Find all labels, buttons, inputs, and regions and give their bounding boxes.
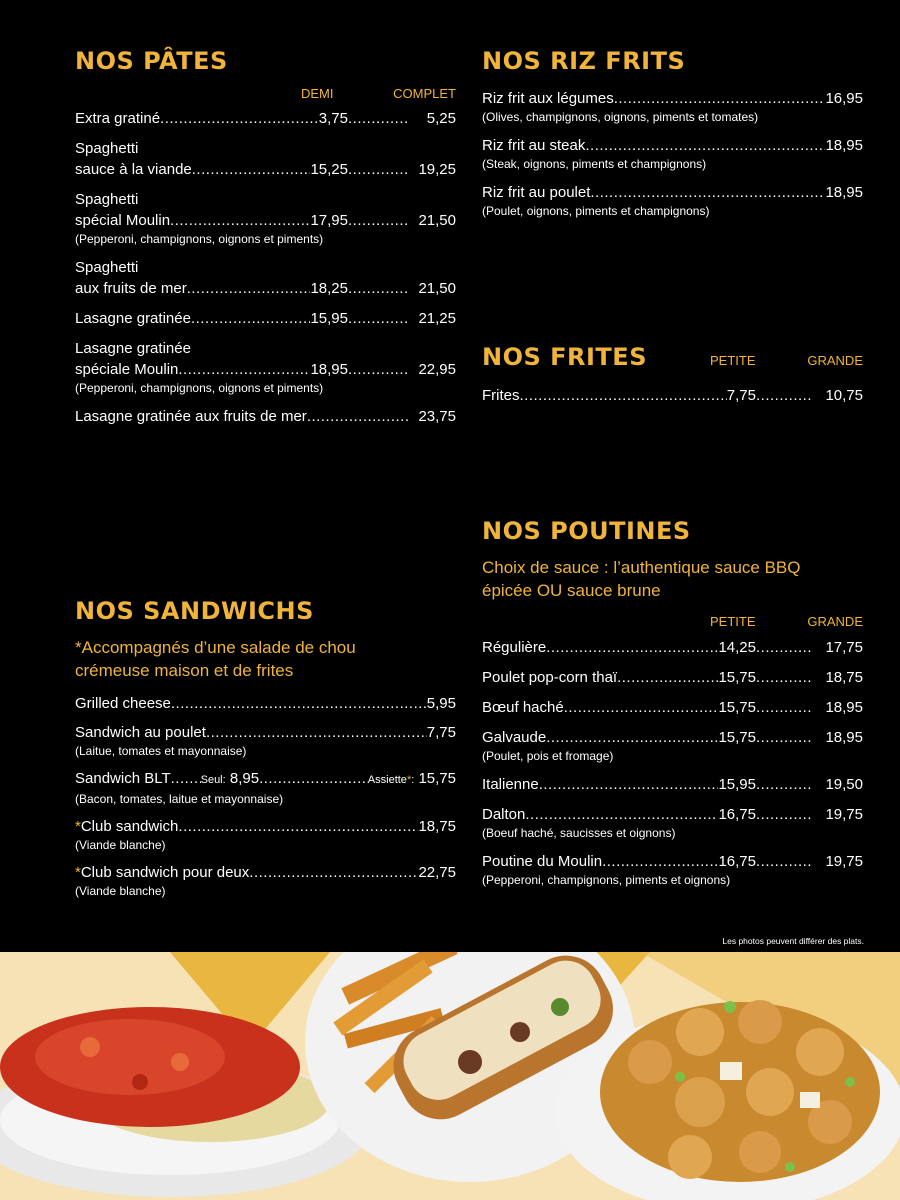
item-name: Riz frit aux légumes [482,90,614,107]
leader-dots [192,159,311,180]
leader-dots [756,667,813,688]
leader-dots [617,667,718,688]
leader-dots [259,768,368,789]
food-photo-band [0,952,900,1200]
item-name: spécial Moulin [75,212,171,229]
frites-col-petite: PETITE [710,353,756,368]
menu-item [75,693,456,714]
blt-assiette-price: 15,75 [418,770,456,787]
item-description: (Viande blanche) [75,884,166,898]
leader-dots [614,88,826,109]
item-row [482,88,863,109]
item-name: Lasagne gratinée [75,310,191,327]
item-price-demi: 3,75 [318,110,348,127]
item-price: 18,75 [418,818,456,835]
item-row [482,697,863,718]
item-price: 22,75 [418,864,456,881]
blt-seul-price: 8,95 [229,770,260,787]
item-row [75,108,456,129]
asterisk: * [406,774,412,786]
item-price-grande: 18,95 [825,699,863,716]
frites-section [482,343,863,406]
item-name-line1: Spaghetti [75,259,139,276]
item-name: Galvaude [482,729,547,746]
item-price-complet: 21,50 [418,212,456,229]
menu-item [75,338,456,397]
item-price: 16,95 [825,90,863,107]
frites-title: NOS FRITES [482,343,647,371]
item-price-grande: 18,95 [825,729,863,746]
asterisk: * [75,864,81,881]
poutines-col-grande: GRANDE [807,614,863,629]
item-row [482,637,863,658]
poutines-section [482,517,863,889]
poutines-col-petite: PETITE [710,614,756,629]
pates-col-demi: DEMI [301,86,334,101]
item-price-petite: 14,25 [718,639,756,656]
item-price-grande: 10,75 [825,387,863,404]
leader-dots [585,135,825,156]
item-price-petite: 15,95 [718,776,756,793]
item-row [75,406,456,427]
item-row [75,159,456,180]
pates-col-complet: COMPLET [393,86,456,101]
leader-dots [348,359,410,380]
item-name: Sandwich BLT [75,770,171,787]
item-row [482,182,863,203]
sandwichs-note: *Accompagnés d’une salade de chou crémeuse maison et de frites [75,638,356,680]
photos-disclaimer: Les photos peuvent différer des plats. [722,936,864,946]
leader-dots [756,774,813,795]
menu-item [75,816,456,854]
item-description: (Olives, champignons, oignons, piments et tomates) [482,110,759,124]
menu-item [482,88,863,126]
item-name: Club sandwich pour deux [80,864,250,881]
menu-item [75,308,456,329]
leader-dots [520,385,727,406]
leader-dots [546,637,718,658]
item-price-complet: 19,25 [418,161,456,178]
item-description: (Poulet, oignons, piments et champignons) [482,204,710,218]
item-description: (Pepperoni, champignons, oignons et piments) [75,381,324,395]
leader-dots [171,768,201,789]
item-description: (Viande blanche) [75,838,166,852]
item-name: aux fruits de mer [75,280,187,297]
leader-dots [525,804,718,825]
menu-item [482,774,863,795]
item-price-petite: 15,75 [718,729,756,746]
leader-dots [756,851,813,872]
item-name: Club sandwich [80,818,179,835]
menu-item [482,804,863,842]
item-price: 5,95 [426,695,456,712]
item-name: Grilled cheese [75,695,171,712]
item-price-complet: 21,50 [418,280,456,297]
item-row [482,804,863,825]
item-name: Lasagne gratinée aux fruits de mer [75,408,307,425]
item-name-line1: Spaghetti [75,191,139,208]
menu-item [482,182,863,220]
leader-dots [187,278,311,299]
item-row [482,135,863,156]
pates-list [75,108,456,427]
item-price-demi: 17,95 [310,212,348,229]
poutines-headers [482,614,863,634]
item-price-petite: 15,75 [718,699,756,716]
item-name: spéciale Moulin [75,361,179,378]
menu-item [75,189,456,248]
menu-item [482,727,863,765]
riz-list [482,88,863,220]
item-price-grande: 17,75 [825,639,863,656]
sandwichs-title: NOS SANDWICHS [75,597,314,625]
leader-dots [249,862,418,883]
item-name: Italienne [482,776,539,793]
item-row [75,210,456,231]
item-description: (Boeuf haché, saucisses et oignons) [482,826,676,840]
menu-item [482,697,863,718]
leader-dots [756,385,813,406]
leader-dots [564,697,719,718]
item-name: sauce à la viande [75,161,192,178]
item-name: Poutine du Moulin [482,853,603,870]
item-row [482,774,863,795]
leader-dots [539,774,719,795]
menu-item [75,257,456,299]
leader-dots [546,727,718,748]
item-price-grande: 19,50 [825,776,863,793]
poutines-note: Choix de sauce : l’authentique sauce BBQ épicée OU sauce brune [482,558,801,600]
item-name: Riz frit au steak [482,137,586,154]
menu-item [482,851,863,889]
food-photos [0,952,900,1200]
poutines-list [482,637,863,889]
leader-dots [191,308,311,329]
leader-dots [756,697,813,718]
menu-item [482,135,863,173]
item-name: Extra gratiné [75,110,161,127]
leader-dots [206,722,427,743]
item-row [482,851,863,872]
item-row [75,308,456,329]
frites-col-grande: GRANDE [807,353,863,368]
leader-dots [348,308,410,329]
item-price: 7,75 [426,724,456,741]
menu-item [75,138,456,180]
item-name: Sandwich au poulet [75,724,206,741]
pates-section [75,47,456,427]
item-description: (Bacon, tomates, laitue et mayonnaise) [75,792,284,806]
item-price-demi: 15,25 [310,161,348,178]
menu-item [482,637,863,658]
sandwichs-section [75,597,456,900]
blt-assiette-label: Assiette [367,774,407,786]
item-price: 18,95 [825,137,863,154]
item-price-complet: 5,25 [426,110,456,127]
menu-item [482,385,863,406]
item-name: Bœuf haché [482,699,564,716]
menu-item [75,406,456,427]
leader-dots [171,693,427,714]
item-description: (Laitue, tomates et mayonnaise) [75,744,247,758]
leader-dots [348,278,410,299]
leader-dots [590,182,825,203]
item-price-complet: 21,25 [418,310,456,327]
leader-dots [307,406,410,427]
item-name-line1: Lasagne gratinée [75,340,191,357]
leader-dots [160,108,319,129]
menu-item [482,667,863,688]
item-name-line1: Spaghetti [75,140,139,157]
leader-dots [348,210,410,231]
item-price-petite: 7,75 [726,387,756,404]
item-description: (Steak, oignons, piments et champignons) [482,157,707,171]
asterisk: * [75,818,81,835]
item-description: (Pepperoni, champignons, oignons et piments) [75,232,324,246]
leader-dots [178,816,418,837]
item-row [482,667,863,688]
pates-headers [75,86,456,106]
menu-item [75,862,456,900]
menu-item [75,768,456,808]
leader-dots [756,727,813,748]
item-row [482,727,863,748]
leader-dots [756,637,813,658]
item-row [75,278,456,299]
riz-section [482,47,863,220]
item-price-grande: 19,75 [825,806,863,823]
leader-dots [348,159,410,180]
leader-dots [178,359,310,380]
item-row [75,359,456,380]
item-price-demi: 15,95 [310,310,348,327]
leader-dots [348,108,410,129]
item-price-complet: 22,95 [418,361,456,378]
pates-title: NOS PÂTES [75,47,228,75]
item-price-demi: 18,95 [310,361,348,378]
leader-dots [602,851,718,872]
item-price-grande: 19,75 [825,853,863,870]
poutines-title: NOS POUTINES [482,517,691,545]
menu-item [75,108,456,129]
item-price: 18,95 [825,184,863,201]
item-price-petite: 16,75 [718,853,756,870]
item-price-petite: 15,75 [718,669,756,686]
item-description: (Pepperoni, champignons, piments et oignons) [482,873,731,887]
colon: : [411,774,415,786]
item-name: Poulet pop-corn thaï [482,669,618,686]
item-price-petite: 16,75 [718,806,756,823]
item-price-grande: 18,75 [825,669,863,686]
leader-dots [756,804,813,825]
leader-dots [170,210,310,231]
item-name: Régulière [482,639,547,656]
riz-title: NOS RIZ FRITS [482,47,686,75]
item-name: Riz frit au poulet [482,184,591,201]
blt-seul-label: Seul: [200,774,226,786]
item-name: Dalton [482,806,526,823]
item-price-complet: 23,75 [418,408,456,425]
item-name: Frites [482,387,520,404]
menu-item [75,722,456,760]
item-description: (Poulet, pois et fromage) [482,749,614,763]
item-price-demi: 18,25 [310,280,348,297]
